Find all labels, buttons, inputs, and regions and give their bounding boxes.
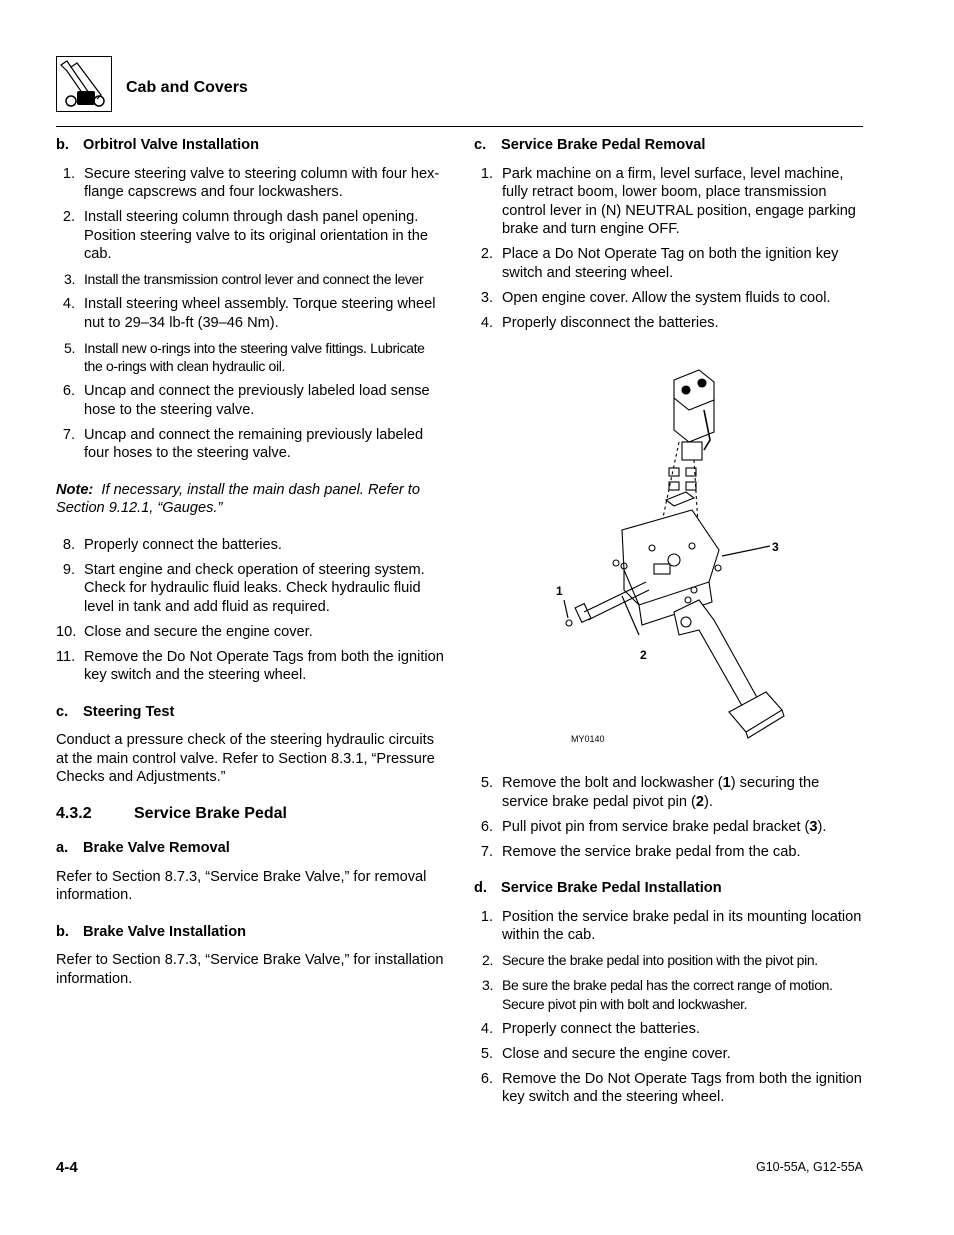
- list-item: 4. Properly disconnect the batteries.: [480, 314, 719, 331]
- left-column: [56, 134, 446, 1006]
- subheading-pedal-installation: d. Service Brake Pedal Installation: [474, 880, 722, 896]
- list-item: 11. Remove the Do Not Operate Tags from both the ignition key switch and the steering wheel.: [56, 648, 444, 683]
- section-heading: 4.3.2 Service Brake Pedal: [56, 804, 287, 822]
- list-item: 4. Properly connect the batteries.: [480, 1020, 700, 1037]
- subheading-orbitrol: b. Orbitrol Valve Installation: [56, 137, 259, 153]
- list-item: 5. Close and secure the engine cover.: [480, 1045, 731, 1062]
- brake-pedal-figure: [474, 350, 864, 760]
- pedal-removal-steps-continued: [474, 774, 864, 861]
- callout-3: 3: [772, 540, 779, 554]
- list-item: 6. Pull pivot pin from service brake pedal bracket (3).: [480, 818, 827, 835]
- list-item: 7. Remove the service brake pedal from the cab.: [480, 843, 801, 860]
- steering-test-text: Conduct a pressure check of the steering hydraulic circuits at the main control valve. Refer to Section 8.3.1, “Pressure Checks and Adjustments.”: [56, 732, 435, 785]
- list-item: 3. Open engine cover. Allow the system fluids to cool.: [480, 289, 831, 306]
- list-item: 4. Install steering wheel assembly. Torque steering wheel nut to 29–34 lb-ft (39–46 Nm).: [62, 296, 436, 331]
- telehandler-icon: [56, 56, 112, 112]
- subheading-brake-valve-installation: b. Brake Valve Installation: [56, 923, 247, 940]
- figure-code: MY0140: [571, 734, 605, 744]
- list-item: 5. Install new o-rings into the steering valve fittings. Lubricate the o-rings with clean hydraulic oil.: [64, 339, 425, 374]
- list-item: 2. Place a Do Not Operate Tag on both the ignition key switch and steering wheel.: [480, 246, 839, 281]
- page-number: 4-4: [56, 1159, 78, 1176]
- right-column: [474, 134, 864, 1125]
- list-item: 1. Park machine on a firm, level surface, level machine, fully retract boom, lower boom, place transmission control lever in (N) NEUTRAL position, engage parking brake and turn engine OFF.: [480, 165, 856, 237]
- subheading-brake-valve-removal: a. Brake Valve Removal: [56, 840, 230, 856]
- list-item: 2. Install steering column through dash panel opening. Position steering valve to its original orientation in the cab.: [62, 209, 428, 262]
- list-item: 2. Secure the brake pedal into position with the pivot pin.: [482, 952, 818, 968]
- list-item: 3. Install the transmission control lever and connect the lever: [64, 271, 424, 287]
- page-header-title: Cab and Covers: [126, 79, 248, 96]
- orbitrol-steps: [56, 165, 446, 463]
- brake-valve-removal-text: Refer to Section 8.7.3, “Service Brake Valve,” for removal information.: [56, 868, 427, 903]
- list-item: 10. Close and secure the engine cover.: [56, 623, 313, 640]
- pedal-installation-steps: [474, 908, 864, 1107]
- subheading-pedal-removal: c. Service Brake Pedal Removal: [474, 137, 706, 153]
- orbitrol-steps-continued: [56, 536, 446, 685]
- subheading-steering-test: c. Steering Test: [56, 703, 175, 720]
- callout-1: 1: [556, 584, 563, 598]
- list-item: 6. Uncap and connect the previously labeled load sense hose to the steering valve.: [62, 383, 430, 418]
- pedal-removal-steps: [474, 165, 864, 333]
- list-item: 8. Properly connect the batteries.: [62, 536, 282, 553]
- note: Note: If necessary, install the main dash panel. Refer to Section 9.12.1, “Gauges.”: [56, 481, 420, 516]
- brake-pedal-assembly-illustration: [474, 350, 864, 760]
- list-item: 6. Remove the Do Not Operate Tags from both the ignition key switch and the steering wheel.: [480, 1070, 862, 1105]
- list-item: 1. Position the service brake pedal in its mounting location within the cab.: [480, 908, 862, 943]
- list-item: 1. Secure steering valve to steering column with four hex-flange capscrews and four lockwashers.: [62, 165, 440, 200]
- list-item: 9. Start engine and check operation of steering system. Check for hydraulic fluid leaks. Check hydraulic fluid level in tank and add fluid as required.: [62, 561, 425, 615]
- list-item: 7. Uncap and connect the remaining previously labeled four hoses to the steering valve.: [62, 426, 424, 461]
- list-item: 5. Remove the bolt and lockwasher (1) securing the service brake pedal pivot pin (2).: [480, 775, 820, 810]
- header-divider: [56, 126, 863, 127]
- model-numbers: G10-55A, G12-55A: [755, 1160, 863, 1174]
- brake-valve-installation-text: Refer to Section 8.7.3, “Service Brake Valve,” for installation information.: [56, 952, 444, 987]
- list-item: 3. Be sure the brake pedal has the correct range of motion. Secure pivot pin with bolt and lockwasher.: [482, 977, 833, 1012]
- callout-2: 2: [640, 648, 647, 662]
